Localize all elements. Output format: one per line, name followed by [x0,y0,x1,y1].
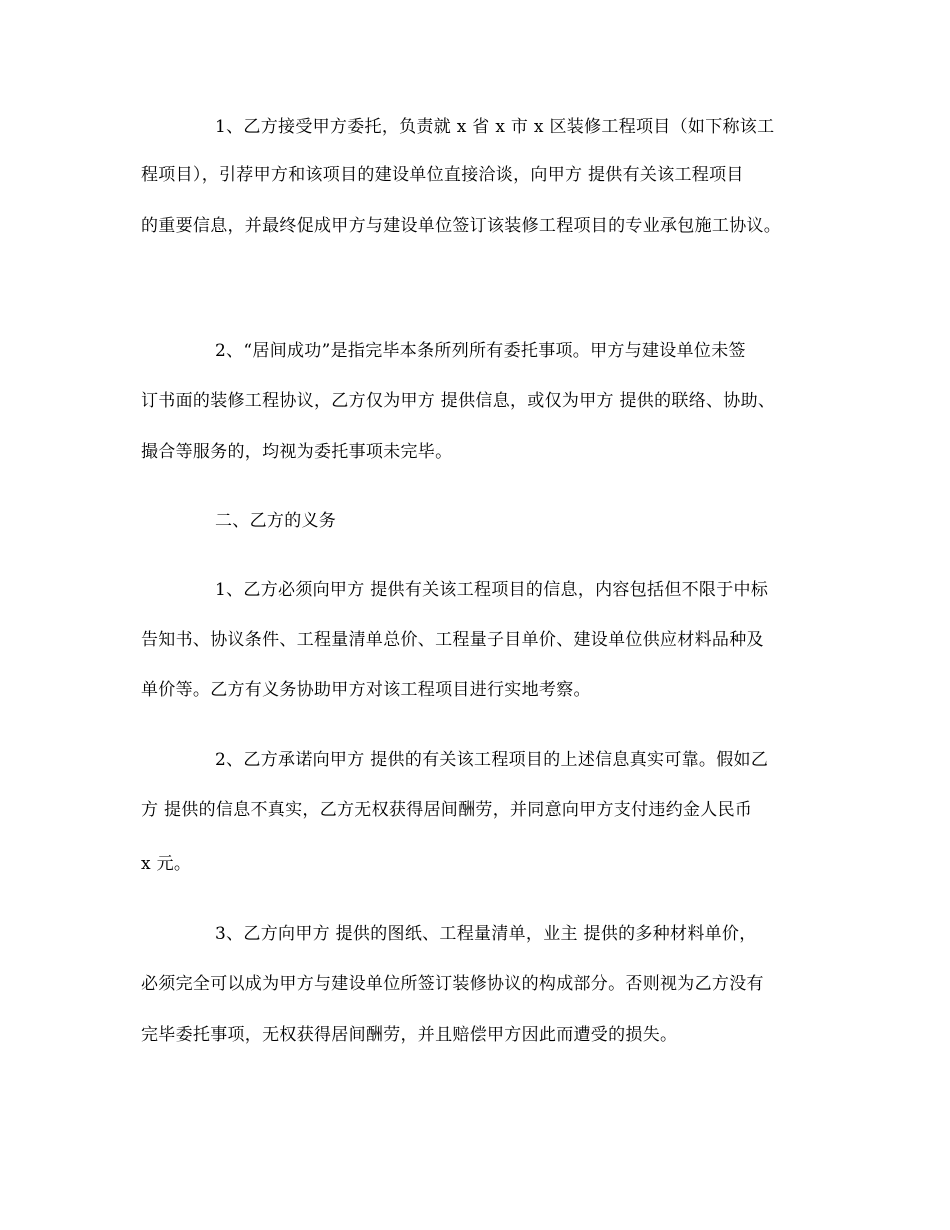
paragraph-3-line-1: 1、乙方必须向甲方 提供有关该工程项目的信息，内容包括但不限于中标 [215,580,769,600]
paragraph-5-line-3: 完毕委托事项，无权获得居间酬劳，并且赔偿甲方因此而遭受的损失。 [141,1025,678,1045]
paragraph-2-line-2: 订书面的装修工程协议，乙方仅为甲方 提供信息，或仅为甲方 提供的联络、协助、 [141,391,776,411]
paragraph-1-line-1: 1、乙方接受甲方委托，负责就 x 省 x 市 x 区装修工程项目（如下称该工 [215,117,775,137]
paragraph-3-line-2: 告知书、协议条件、工程量清单总价、工程量子目单价、建设单位供应材料品种及 [141,630,764,650]
paragraph-4-line-1: 2、乙方承诺向甲方 提供的有关该工程项目的上述信息真实可靠。假如乙 [215,750,769,770]
paragraph-3-line-3: 单价等。乙方有义务协助甲方对该工程项目进行实地考察。 [141,680,591,700]
paragraph-2-line-3: 撮合等服务的，均视为委托事项未完毕。 [141,442,453,462]
paragraph-5-line-2: 必须完全可以成为甲方与建设单位所签订装修协议的构成部分。否则视为乙方没有 [141,974,764,994]
paragraph-4-line-2: 方 提供的信息不真实，乙方无权获得居间酬劳，并同意向甲方支付违约金人民币 [141,800,753,820]
paragraph-2-line-1: 2、“居间成功”是指完毕本条所列所有委托事项。甲方与建设单位未签 [215,341,746,361]
paragraph-1-line-3: 的重要信息，并最终促成甲方与建设单位签订该装修工程项目的专业承包施工协议。 [141,216,782,236]
paragraph-1-line-2: 程项目），引荐甲方和该项目的建设单位直接洽谈，向甲方 提供有关该工程项目 [141,165,744,185]
paragraph-4-line-3: x 元。 [141,854,192,874]
section-heading: 二、乙方的义务 [215,511,337,531]
paragraph-5-line-1: 3、乙方向甲方 提供的图纸、工程量清单，业主 提供的多种材料单价， [215,924,757,944]
